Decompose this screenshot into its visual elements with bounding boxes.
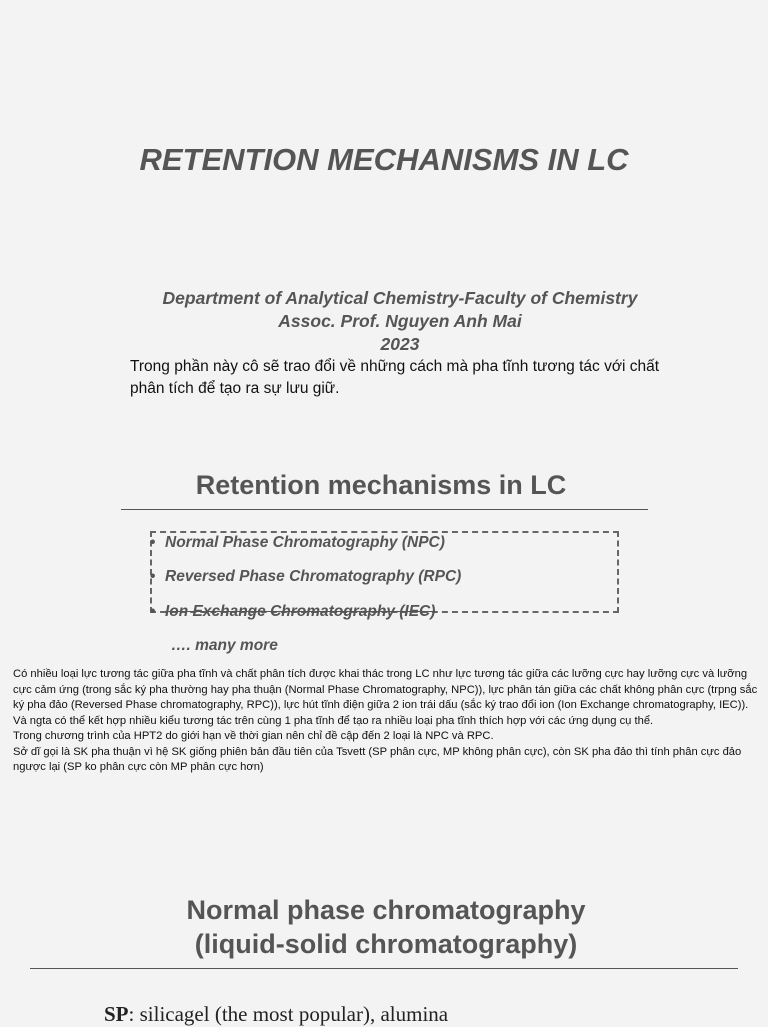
npc-title-line1: Normal phase chromatography [186,895,586,925]
author-line: Assoc. Prof. Nguyen Anh Mai [278,311,522,331]
npc-title-line2: (liquid-solid chromatography) [194,929,578,959]
bullet-text-iec: Ion Exchange Chromatography (IEC) [165,603,436,620]
bullet-item [150,603,435,621]
bullet-text-rpc: Reversed Phase Chromatography (RPC) [165,568,462,585]
year-line: 2023 [380,334,420,354]
stationary-phase-line [104,1002,448,1027]
title-underline [121,509,648,510]
explanation-paragraph: Có nhiều loại lực tương tác giữa pha tĩnh và chất phân tích được khai thác trong LC như lực tương tác giữa các lưỡng cực hay lưỡng cực và lưỡng cực cảm ứng (trong sắc ký pha thường hay pha thuận (Normal Phase Chromatography, NPC)), lực phân tán giữa các chất không phân cực (trpng sắc ký pha đảo (Reversed Phase chromatography, RPC)), lực hút tĩnh điện giữa 2 ion trái dấu (sắc ký trao đổi ion (Ion Exchange chromatography, IEC)). Và ngta có thể kết hợp nhiều kiểu tương tác trên cùng 1 pha tĩnh để tạo ra nhiều loại pha tĩnh thích hợp với các ứng dụng cụ thể. [13,668,758,727]
sp-text: : silicagel (the most popular), alumina [128,1002,449,1026]
bullet-marker: • [150,603,156,620]
bullet-item [150,568,461,586]
npc-title-underline [30,968,738,969]
explanation-paragraph: Sở dĩ gọi là SK pha thuận vì hệ SK giống phiên bản đầu tiên của Tsvett (SP phân cực, MP không phân cực), còn SK pha đảo thì tính phân cực đảo ngược lại (SP ko phân cực còn MP phân cực hơn) [13,745,742,773]
many-more-text: …. many more [171,637,278,654]
speaker-note: Trong phần này cô sẽ trao đổi về những cách mà pha tĩnh tương tác với chất phân tích để tạo ra sự lưu giữ. [130,358,660,397]
author-block [0,287,768,356]
bullet-marker: • [150,534,156,551]
bullet-marker: • [150,568,156,585]
explanation-text [13,667,765,776]
explanation-paragraph: Trong chương trình của HPT2 do giới hạn về thời gian nên chỉ đề cập đến 2 loại là NPC và RPC. [13,730,494,742]
bullet-text-npc: Normal Phase Chromatography (NPC) [165,534,445,551]
npc-title [0,893,768,961]
section-title: Retention mechanisms in LC [195,470,567,500]
bullet-item [150,534,445,552]
sp-label: SP [104,1002,129,1026]
slide-title: RETENTION MECHANISMS IN LC [139,142,629,177]
department-line: Department of Analytical Chemistry-Faculty of Chemistry [162,288,638,308]
